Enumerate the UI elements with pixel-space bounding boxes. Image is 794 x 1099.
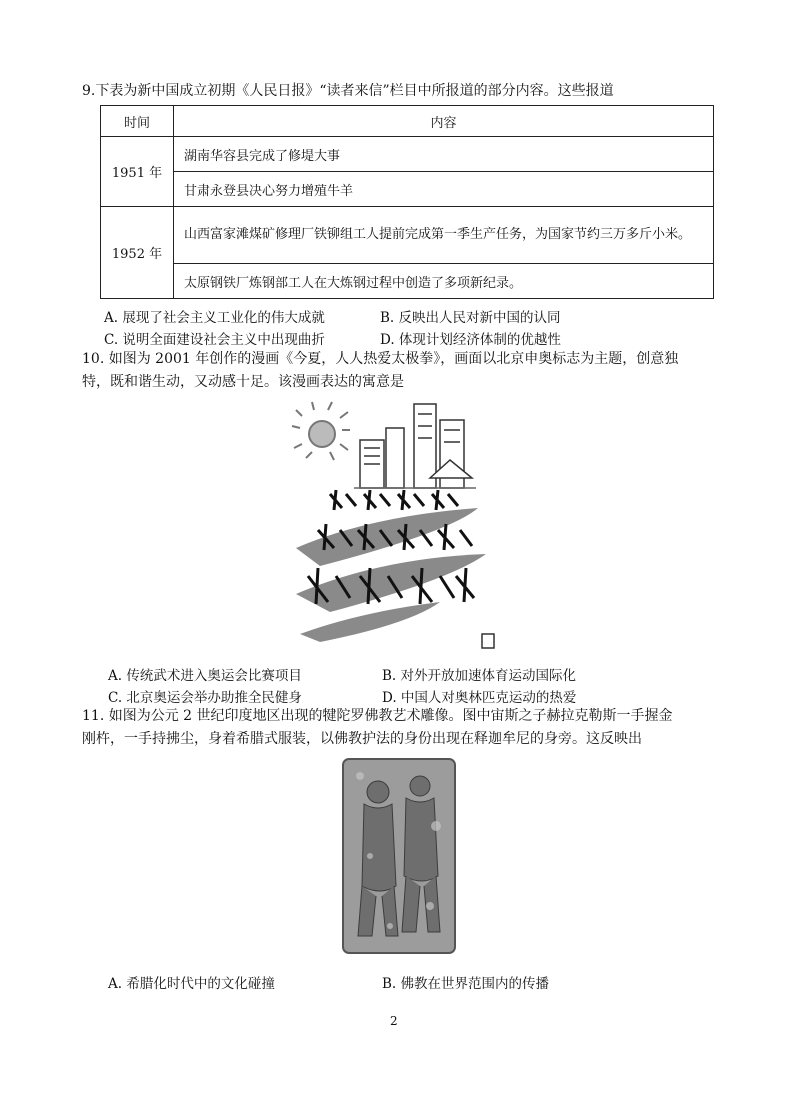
q9-stem: 9.下表为新中国成立初期《人民日报》“读者来信”栏目中所报道的部分内容。这些报道 (82, 83, 614, 99)
table-cell-content: 太原钢铁厂炼钢部工人在大炼钢过程中创造了多项新纪录。 (174, 264, 714, 299)
table-cell-content: 湖南华容县完成了修堤大事 (174, 137, 714, 172)
q10-stem-line2: 特，既和谐生动，又动感十足。该漫画表达的寓意是 (82, 374, 404, 390)
q10-stem-line1: 10. 如图为 2001 年创作的漫画《今夏，人人热爱太极拳》，画面以北京申奥标志为主题，创意独 (82, 351, 679, 367)
q11-stem-line2: 刚杵，一手持拂尘，身着希腊式服装，以佛教护法的身份出现在释迦牟尼的身旁。这反映出 (82, 731, 642, 747)
table-header-time: 时间 (101, 106, 174, 137)
table-row (101, 137, 714, 172)
q11-option-b: B. 佛教在世界范围内的传播 (382, 976, 550, 992)
q10-option-b: B. 对外开放加速体育运动国际化 (382, 668, 577, 684)
q9-option-c: C. 说明全面建设社会主义中出现曲折 (104, 332, 325, 348)
gandhara-relief-image (340, 756, 458, 956)
table-cell-year: 1951 年 (101, 137, 174, 207)
q10-option-c: C. 北京奥运会举办助推全民健身 (108, 690, 302, 706)
table-cell-content: 山西富家滩煤矿修理厂铁铆组工人提前完成第一季生产任务，为国家节约三万多斤小米。 (174, 207, 714, 264)
artist-seal-icon (482, 634, 494, 648)
table-row (101, 207, 714, 264)
q10-option-d: D. 中国人对奥林匹克运动的热爱 (382, 690, 577, 706)
q11-stem-line1: 11. 如图为公元 2 世纪印度地区出现的犍陀罗佛教艺术雕像。图中宙斯之子赫拉克勒斯一手握金 (82, 708, 673, 724)
table-cell-content: 甘肃永登县决心努力增殖牛羊 (174, 172, 714, 207)
q9-option-d: D. 体现计划经济体制的优越性 (380, 332, 561, 348)
q9-option-b: B. 反映出人民对新中国的认同 (380, 310, 561, 326)
q9-option-a: A. 展现了社会主义工业化的伟大成就 (104, 310, 325, 326)
q11-option-a: A. 希腊化时代中的文化碰撞 (108, 976, 275, 992)
q10-option-a: A. 传统武术进入奥运会比赛项目 (108, 668, 302, 684)
table-cell-year: 1952 年 (101, 207, 174, 299)
table-row (101, 264, 714, 299)
taiji-cartoon-image (290, 398, 502, 658)
table-row (101, 172, 714, 207)
q9-table (100, 105, 714, 299)
table-header-row (101, 106, 714, 137)
sun-icon (292, 402, 350, 460)
page-number: 2 (390, 1014, 398, 1028)
city-skyline-icon (354, 404, 476, 488)
table-header-content: 内容 (174, 106, 714, 137)
